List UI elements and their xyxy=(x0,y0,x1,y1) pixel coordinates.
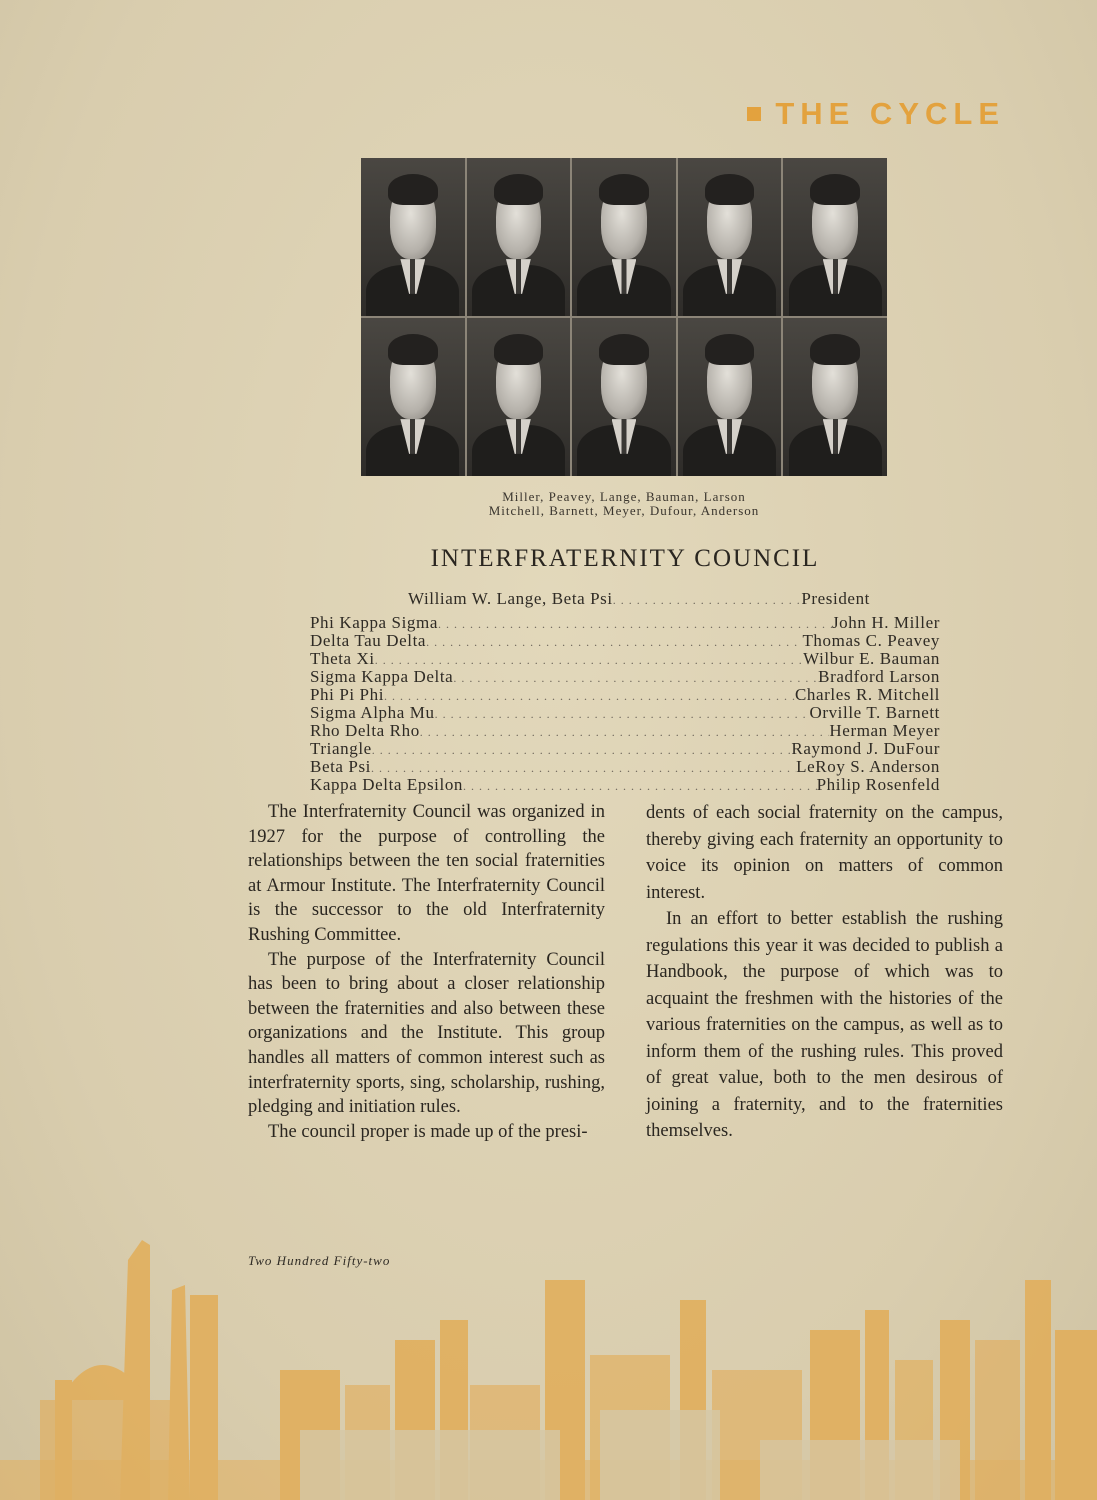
president-role: President xyxy=(801,589,870,608)
member-fraternity: Phi Kappa Sigma xyxy=(310,613,438,632)
leader-dots xyxy=(438,614,832,632)
member-fraternity: Sigma Kappa Delta xyxy=(310,667,454,686)
member-row xyxy=(310,650,940,668)
portrait-photo xyxy=(361,158,465,316)
body-column-right xyxy=(646,800,1003,1145)
portrait-grid xyxy=(361,158,887,476)
leader-dots xyxy=(372,740,792,758)
body-paragraph: In an effort to better establish the rushing regulations this year it was decided to publish a Handbook, the purpose of which was to acquaint the freshmen with the histories of the various fraternities on the campus, as well as to inform them of the rushing rules. This proved of great value, both to the men desirous of joining a fraternity, and to the fraternities themselves. xyxy=(646,909,1003,1141)
leader-dots xyxy=(420,722,830,740)
member-row xyxy=(310,632,940,650)
member-row xyxy=(310,686,940,704)
member-name: Herman Meyer xyxy=(829,721,940,740)
member-fraternity: Delta Tau Delta xyxy=(310,631,427,650)
member-row xyxy=(310,722,940,740)
city-skyline-illustration xyxy=(0,1170,1097,1500)
member-list xyxy=(310,614,940,794)
portrait-photo xyxy=(572,318,676,476)
member-name: Orville T. Barnett xyxy=(809,703,940,722)
member-name: Philip Rosenfeld xyxy=(816,775,940,794)
member-name: LeRoy S. Anderson xyxy=(796,757,940,776)
portrait-photo xyxy=(361,318,465,476)
member-fraternity: Kappa Delta Epsilon xyxy=(310,775,464,794)
member-name: Thomas C. Peavey xyxy=(802,631,940,650)
portrait-photo xyxy=(467,158,571,316)
header-title: THE CYCLE xyxy=(775,96,1005,131)
member-name: Wilbur E. Bauman xyxy=(803,649,940,668)
member-row xyxy=(310,758,940,776)
member-fraternity: Rho Delta Rho xyxy=(310,721,420,740)
member-name: John H. Miller xyxy=(831,613,940,632)
member-fraternity: Triangle xyxy=(310,739,372,758)
portrait-photo xyxy=(678,318,782,476)
member-fraternity: Beta Psi xyxy=(310,757,371,776)
portrait-photo xyxy=(678,158,782,316)
leader-dots xyxy=(463,776,817,794)
body-paragraph: The council proper is made up of the presi- xyxy=(268,1121,588,1142)
section-heading: INTERFRATERNITY COUNCIL xyxy=(430,545,820,572)
leader-dots xyxy=(613,589,802,609)
leader-dots xyxy=(384,686,795,704)
leader-dots xyxy=(375,650,803,668)
president-row xyxy=(408,589,870,609)
body-paragraph: The Interfraternity Council was organized in 1927 for the purpose of controlling the relationships between the ten social fraternities at Armour Institute. The Interfraternity Council is the successor to the old Interfraternity Rushing Committee. xyxy=(248,802,605,945)
portrait-photo xyxy=(783,318,887,476)
member-fraternity: Sigma Alpha Mu xyxy=(310,703,435,722)
portrait-photo xyxy=(572,158,676,316)
page-header xyxy=(747,96,1005,132)
portrait-photo xyxy=(783,158,887,316)
member-row xyxy=(310,704,940,722)
member-fraternity: Phi Pi Phi xyxy=(310,685,385,704)
portrait-photo xyxy=(467,318,571,476)
member-fraternity: Theta Xi xyxy=(310,649,375,668)
member-row xyxy=(310,668,940,686)
body-paragraph: dents of each social fraternity on the campus, thereby giving each fraternity an opportunity to voice its opinion on matters of common interest. xyxy=(646,803,1003,903)
photo-caption-line-1: Miller, Peavey, Lange, Bauman, Larson xyxy=(502,489,746,504)
body-column-left xyxy=(248,800,605,1144)
president-name: William W. Lange, Beta Psi xyxy=(408,589,613,608)
member-row xyxy=(310,740,940,758)
photo-caption-line-2: Mitchell, Barnett, Meyer, Dufour, Anderson xyxy=(488,503,760,518)
leader-dots xyxy=(426,632,802,650)
member-name: Bradford Larson xyxy=(818,667,940,686)
member-name: Raymond J. DuFour xyxy=(791,739,940,758)
header-square-icon xyxy=(747,107,761,121)
leader-dots xyxy=(435,704,810,722)
member-name: Charles R. Mitchell xyxy=(794,685,940,704)
member-row xyxy=(310,776,940,794)
leader-dots xyxy=(453,668,818,686)
page-number: Two Hundred Fifty-two xyxy=(248,1253,391,1268)
leader-dots xyxy=(371,758,796,776)
body-paragraph: The purpose of the Interfraternity Council has been to bring about a closer relationship between the fraternities and also between these organizations and the Institute. This group handles all matters of common interest such as interfraternity sports, sing, scholarship, rushing, pledging and initiation rules. xyxy=(248,949,605,1118)
member-row xyxy=(310,614,940,632)
